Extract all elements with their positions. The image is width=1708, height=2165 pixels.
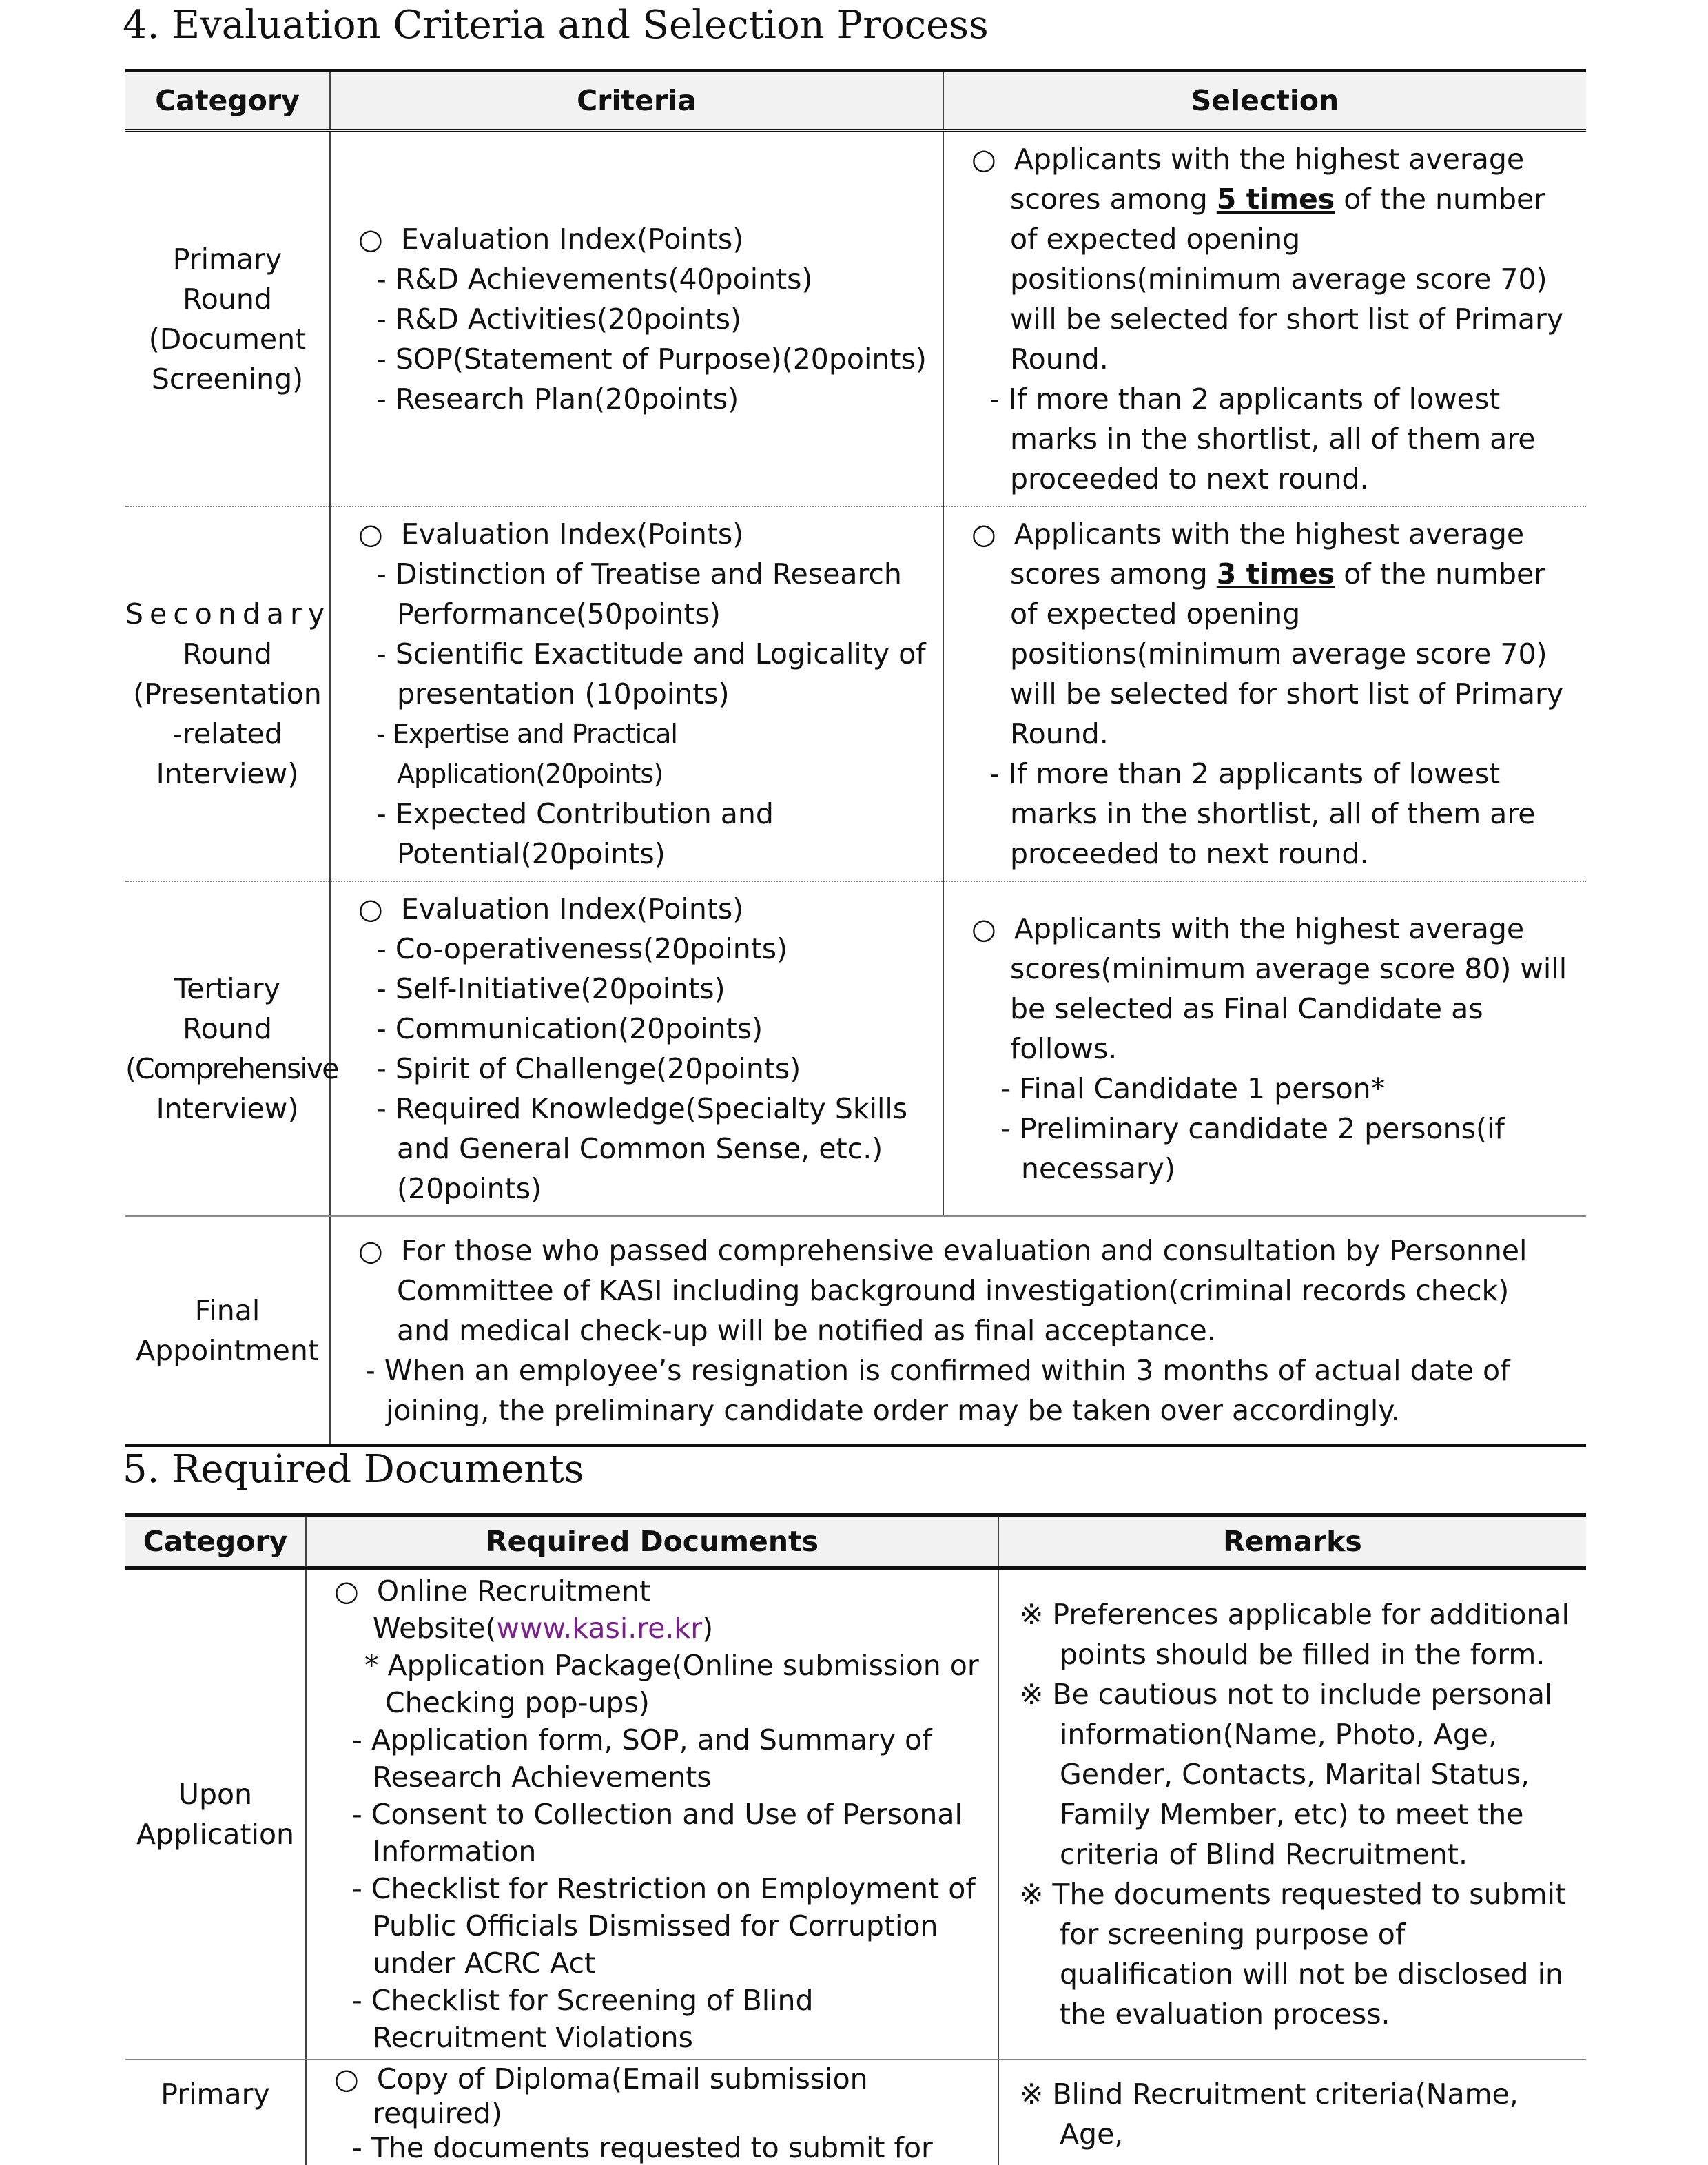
document-item: Application form, SOP, and Summary of Research Achievements [371, 1723, 932, 1794]
document-item: Consent to Collection and Use of Personal Information [371, 1798, 963, 1868]
criteria-primary-round: ○ Evaluation Index(Points) - R&D Achievements(40points) - R&D Activities(20points) - SOP(Statement of Purpose)(20points) - Research Plan(20points) [330, 131, 943, 507]
table-row-upon-application [125, 1568, 1586, 2060]
documents-primary: ○ Copy of Diploma(Email submission required) - The documents requested to submit for [306, 2060, 998, 2165]
criteria-item: Scientific Exactitude and Logicality of presentation (10points) [395, 637, 926, 710]
selection-tertiary-round: ○ Applicants with the highest average scores(minimum average score 80) will be selected as Final Candidate as follows. - Final Candidate 1 person* - Preliminary candidate 2 persons(if necessary) [943, 881, 1586, 1216]
remarks-primary: ※ Blind Recruitment criteria(Name, Age, [998, 2060, 1586, 2165]
category-primary: Primary [161, 2077, 270, 2111]
section-5-title: 5. Required Documents [123, 1447, 584, 1492]
circle-bullet-icon: ○ [358, 892, 383, 925]
selection-secondary-round: ○ Applicants with the highest average scores among 3 times of the number of expected opening positions(minimum average score 70) will be selected for short list of Primary Round. - If more than 2 applicants of lowest marks in the shortlist, all of them are proceeded to next round. [943, 506, 1586, 881]
header-category: Category [125, 1515, 306, 1568]
asterisk-icon: * [364, 1649, 379, 1682]
criteria-item: R&D Activities(20points) [395, 302, 742, 336]
reference-mark-icon: ※ [1020, 1598, 1044, 1631]
emphasis-5-times: 5 times [1216, 183, 1335, 216]
header-selection: Selection [943, 71, 1586, 131]
section-4-title: 4. Evaluation Criteria and Selection Process [123, 3, 989, 48]
selection-primary-round: ○ Applicants with the highest average scores among 5 times of the number of expected opening positions(minimum average score 70) will be selected for short list of Primary Round. - If more than 2 applicants of lowest marks in the shortlist, all of them are proceeded to next round. [943, 131, 1586, 507]
header-criteria: Criteria [330, 71, 943, 131]
circle-bullet-icon: ○ [971, 912, 996, 945]
criteria-item: Spirit of Challenge(20points) [395, 1052, 801, 1085]
documents-upon-application: ○ Online Recruitment Website(www.kasi.re.kr) * Application Package(Online submission or Checking pop-ups) - Application form, SOP, and Summary of Research Achievements - Consent to Collection and Use of Personal Information - Checklist for Restriction on Employment of Public Officials Dismissed for Corruption under ACRC Act - Checklist for Screening of Blind Recruitment Violations [306, 1568, 998, 2060]
circle-bullet-icon: ○ [358, 223, 383, 256]
category-secondary-round: Secondary Round (Presentation -related Interview) [125, 506, 330, 881]
table-row-secondary-round [125, 506, 1586, 881]
criteria-item: SOP(Statement of Purpose)(20points) [395, 342, 927, 376]
emphasis-3-times: 3 times [1216, 557, 1335, 591]
criteria-item: Required Knowledge(Specialty Skills and General Common Sense, etc.)(20points) [395, 1092, 908, 1205]
table-row-tertiary-round [125, 881, 1586, 1216]
criteria-item: Expected Contribution and Potential(20points) [395, 797, 774, 870]
circle-bullet-icon: ○ [334, 1574, 359, 1608]
criteria-secondary-round: ○ Evaluation Index(Points) - Distinction of Treatise and Research Performance(50points) - Scientific Exactitude and Logicality of presentation (10points) - Expertise and Practical Application(20points) - Expected Contribution and Potential(20points) [330, 506, 943, 881]
criteria-item: Co-operativeness(20points) [395, 932, 788, 965]
category-upon-application: Upon Application [125, 1568, 306, 2060]
category-final-appointment: Final Appointment [125, 1216, 330, 1446]
criteria-item: Communication(20points) [395, 1012, 763, 1045]
remarks-upon-application: ※ Preferences applicable for additional points should be filled in the form. ※ Be cautious not to include personal information(Name, Photo, Age, Gender, Contacts, Marital Status, Family Member, etc) to meet the criteria of Blind Recruitment. ※ The documents requested to submit for screening purpose of qualification will not be disclosed in the evaluation process. [998, 1568, 1586, 2060]
bullet-item: ○ Evaluation Index(Points) [358, 223, 744, 256]
circle-bullet-icon: ○ [358, 517, 383, 551]
criteria-item: R&D Achievements(40points) [395, 263, 813, 296]
header-category: Category [125, 71, 330, 131]
document-item: Checklist for Screening of Blind Recruitment Violations [371, 1984, 814, 2054]
criteria-item: Research Plan(20points) [395, 382, 739, 415]
table-row-primary-round [125, 131, 1586, 507]
criteria-item: Expertise and Practical Application(20points) [392, 719, 677, 789]
criteria-item: Distinction of Treatise and Research Performance(50points) [395, 557, 902, 630]
circle-bullet-icon: ○ [971, 143, 996, 176]
document-item: Checklist for Restriction on Employment of Public Officials Dismissed for Corruption under ACRC Act [371, 1872, 976, 1980]
circle-bullet-icon: ○ [334, 2062, 359, 2095]
header-remarks: Remarks [998, 1515, 1586, 1568]
evaluation-criteria-table [125, 69, 1586, 1447]
table-row-primary [125, 2060, 1586, 2165]
reference-mark-icon: ※ [1020, 1878, 1044, 1911]
header-required-documents: Required Documents [306, 1515, 998, 1568]
kasi-website-link[interactable]: www.kasi.re.kr [496, 1612, 703, 1645]
circle-bullet-icon: ○ [358, 1234, 383, 1267]
table-row-final-appointment [125, 1216, 1586, 1446]
criteria-item: Self-Initiative(20points) [395, 972, 726, 1005]
required-documents-table [125, 1513, 1586, 2165]
category-tertiary-round: Tertiary Round (Comprehensive Interview) [125, 881, 330, 1216]
circle-bullet-icon: ○ [971, 517, 996, 551]
reference-mark-icon: ※ [1020, 1678, 1044, 1711]
reference-mark-icon: ※ [1020, 2077, 1044, 2111]
final-appointment-detail: ○ For those who passed comprehensive evaluation and consultation by Personnel Committee of KASI including background investigation(criminal records check) and medical check-up will be notified as final acceptance. - When an employee’s resignation is confirmed within 3 months of actual date of joining, the preliminary candidate order may be taken over accordingly. [330, 1216, 1586, 1446]
category-primary-round: Primary Round (Document Screening) [125, 131, 330, 507]
criteria-tertiary-round: ○ Evaluation Index(Points) - Co-operativeness(20points) - Self-Initiative(20points) - Communication(20points) - Spirit of Challenge(20points) - Required Knowledge(Specialty Skills and General Common Sense, etc.)(20points) [330, 881, 943, 1216]
